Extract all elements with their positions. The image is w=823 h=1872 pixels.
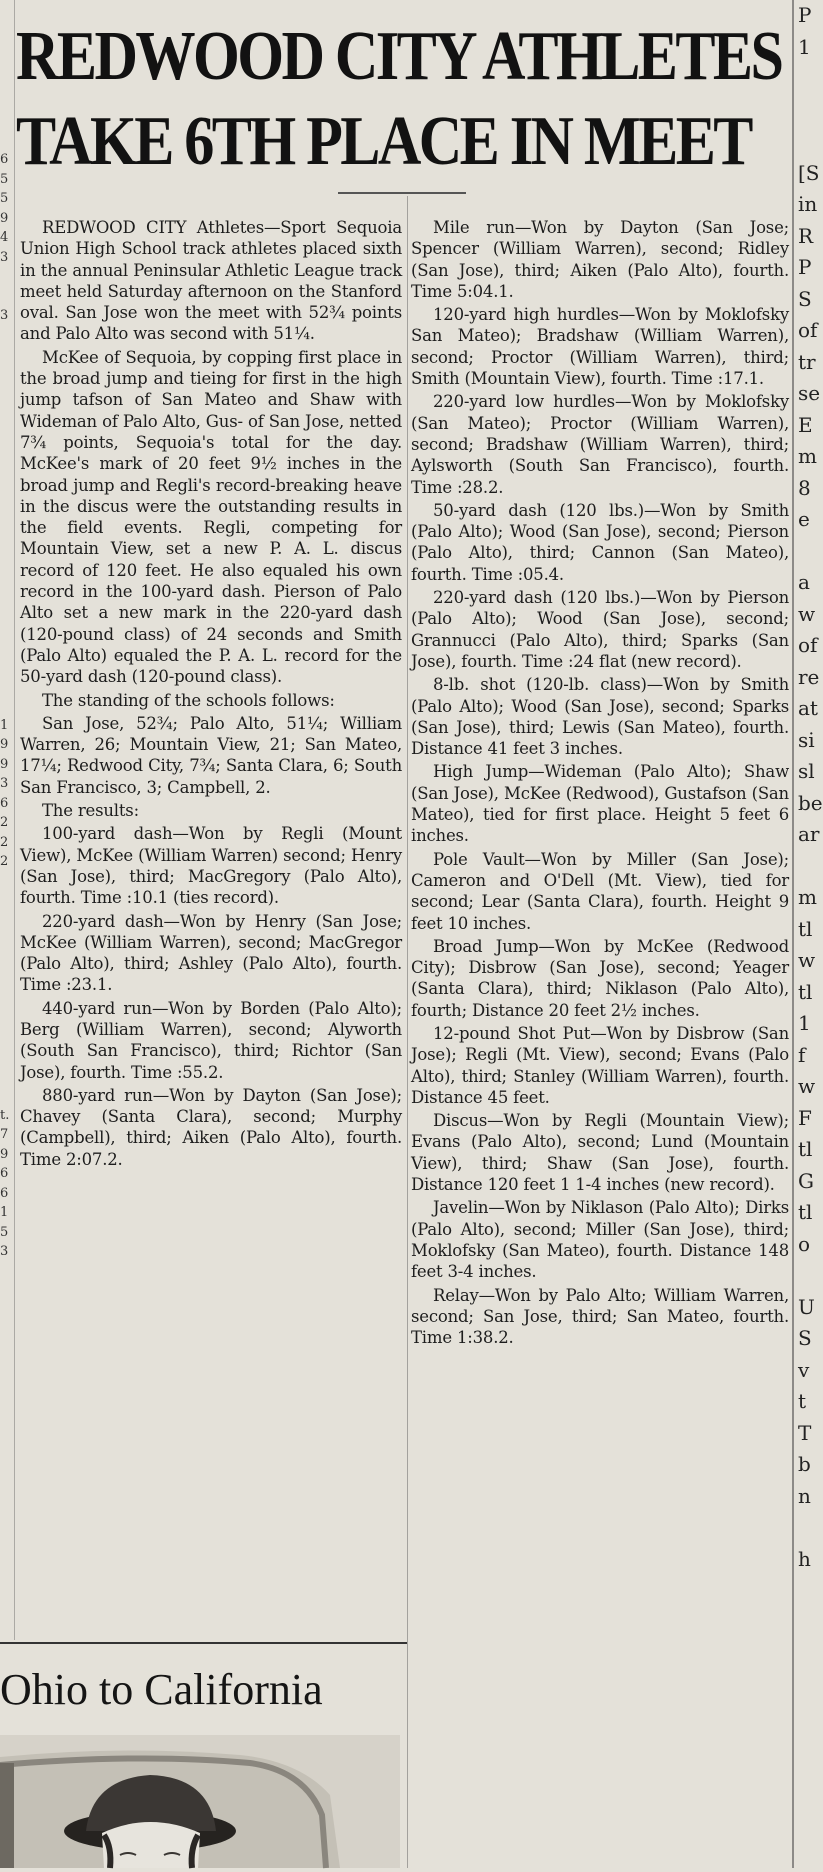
left-edge-fragment: 5 xyxy=(0,1224,9,1240)
right-edge-fragment: 8 xyxy=(798,475,811,500)
right-edge-fragment: of xyxy=(798,318,818,342)
right-edge-fragment: in xyxy=(798,192,818,216)
right-edge-fragment: S xyxy=(798,286,812,311)
right-edge-fragment: E xyxy=(798,412,813,437)
left-edge-fragment xyxy=(0,560,14,580)
left-edge-fragment: 6 xyxy=(0,152,9,167)
result-paragraph: 880-yard run—Won by Dayton (San Jose); Chavey (Santa Clara), second; Murphy (Campbell), third; Aiken (Palo Alto), fourth. Time 2:07.2. xyxy=(20,1085,402,1169)
right-edge-fragment: G xyxy=(798,1168,814,1193)
right-edge-fragment: tl xyxy=(798,916,813,941)
article-paragraph: The results: xyxy=(42,801,139,821)
left-edge-fragment: 1 xyxy=(0,1205,9,1220)
left-edge-fragment xyxy=(0,599,14,619)
right-edge-fragment: w xyxy=(798,1074,816,1098)
left-edge-fragment xyxy=(0,638,14,658)
article-paragraph: San Jose, 52¾; Palo Alto, 51¼; William Warren, 26; Mountain View, 21; San Mateo, 17¼; Redwood City, 7¾; Santa Clara, 6; South San Francisco, 3; Campbell, 2. xyxy=(20,713,402,797)
woman-portrait-photo-icon xyxy=(0,1735,400,1868)
left-edge-fragment: 6 xyxy=(0,1185,9,1201)
result-paragraph: Mile run—Won by Dayton (San Jose; Spencer (William Warren), second; Ridley (San Jose), third; Aiken (Palo Alto), fourth. Time 5:04.1. xyxy=(411,218,789,301)
right-edge-fragment: 1 xyxy=(798,1011,811,1035)
right-edge-fragment: [S xyxy=(798,160,820,185)
right-edge-fragment: be xyxy=(798,790,823,815)
left-edge-fragment xyxy=(0,521,14,541)
article-paragraph: REDWOOD CITY Athletes—Sport Sequoia Union High School track athletes placed sixth in the annual Peninsular Athletic League track meet held Saturday afternoon on the Stanford oval. San Jose won the meet with 52¾ points and Palo Alto was second with 51¼. xyxy=(20,218,402,344)
result-paragraph: 220-yard dash (120 lbs.)—Won by Pierson (Palo Alto); Wood (San Jose), second; Grannucci (Palo Alto), third; Sparks (San Jose), fourth. Time :24 flat (new record). xyxy=(411,588,789,671)
right-edge-fragment: v xyxy=(798,1357,810,1382)
right-edge-fragment: sl xyxy=(798,759,815,783)
left-edge-fragment: 6 xyxy=(0,1166,9,1181)
result-paragraph: 12-pound Shot Put—Won by Disbrow (San Jose); Regli (Mt. View), second; Evans (Palo Alto), third; Stanley (William Warren), fourth. Distance 45 feet. xyxy=(411,1023,789,1107)
right-edge-fragment: at xyxy=(798,696,818,720)
left-edge-fragment xyxy=(0,579,14,599)
left-edge-fragment: 2 xyxy=(0,834,9,850)
right-edge-fragment: re xyxy=(798,664,820,689)
left-edge-fragment xyxy=(0,1086,14,1106)
left-edge-fragment: 4 xyxy=(0,230,9,245)
left-edge-fragment xyxy=(0,482,14,502)
left-edge-fragment: 1 xyxy=(0,717,9,733)
left-edge-fragment: 3 xyxy=(0,1244,9,1259)
result-paragraph: Broad Jump—Won by McKee (Redwood City); Disbrow (San Jose), second; Yeager (Santa Clara), third; Niklason (Palo Alto), fourth; Distance 20 feet 2½ inches. xyxy=(411,936,789,1020)
right-edge-fragment: w xyxy=(798,948,816,972)
left-edge-fragment: 9 xyxy=(0,1146,9,1162)
right-edge-fragment: m xyxy=(798,885,817,909)
right-edge-fragment: t xyxy=(798,1389,807,1413)
left-edge-fragment: 9 xyxy=(0,737,9,752)
right-edge-fragment: of xyxy=(798,633,818,657)
left-edge-fragment: 6 xyxy=(0,795,9,811)
right-edge-fragment: tl xyxy=(798,1200,813,1224)
left-edge-fragment xyxy=(0,1008,14,1028)
right-edge-fragment: h xyxy=(798,1546,811,1571)
left-edge-fragment xyxy=(0,677,14,697)
right-edge-fragment xyxy=(798,95,819,127)
left-edge-fragment xyxy=(0,384,14,404)
left-edge-fragment xyxy=(0,365,14,385)
result-paragraph: 120-yard high hurdles—Won by Moklofsky San Mateo); Bradshaw (William Warren), second; Proctor (William Warren), third; Smith (Mountain View), fourth. Time :17.1. xyxy=(411,305,789,389)
left-edge-fragment xyxy=(0,618,14,638)
right-edge-fragment: b xyxy=(798,1452,811,1476)
headline-divider xyxy=(338,192,466,194)
column-rule-right xyxy=(792,0,794,1868)
left-edge-fragment: 5 xyxy=(0,171,9,187)
left-edge-fragment xyxy=(0,911,14,931)
right-edge-fragment: tr xyxy=(798,349,816,374)
left-edge-fragment xyxy=(0,930,14,950)
result-paragraph: Discus—Won by Regli (Mountain View); Evans (Palo Alto), second; Lund (Mountain View), third; Shaw (San Jose), fourth. Distance 120 feet 1 1-4 inches (new record). xyxy=(411,1111,789,1195)
article-column-right xyxy=(411,217,789,1348)
headline-line-1: REDWOOD CITY ATHLETES xyxy=(16,18,782,95)
left-edge-fragment xyxy=(0,345,14,365)
result-paragraph: 50-yard dash (120 lbs.)—Won by Smith (Palo Alto); Wood (San Jose), second; Pierson (Palo Alto), third; Cannon (San Mateo), fourth. Time :05.4. xyxy=(411,500,789,584)
right-edge-fragment xyxy=(798,63,819,95)
left-edge-fragment xyxy=(0,1067,14,1087)
left-edge-fragment: 9 xyxy=(0,210,9,226)
left-edge-fragment: 5 xyxy=(0,191,9,206)
headline-line-2: TAKE 6TH PLACE IN MEET xyxy=(16,103,751,180)
left-edge-fragment xyxy=(0,872,14,892)
left-edge-fragment xyxy=(0,540,14,560)
right-edge-fragment: S xyxy=(798,1326,812,1350)
right-edge-fragment: a xyxy=(798,570,810,594)
photo-image xyxy=(0,1735,400,1868)
right-edge-fragment: w xyxy=(798,601,816,626)
left-edge-fragment: 3 xyxy=(0,249,9,265)
left-edge-fragment xyxy=(0,404,14,424)
right-edge-fragment xyxy=(798,126,819,158)
article-headline xyxy=(16,14,782,184)
left-edge-fragment xyxy=(0,891,14,911)
left-edge-fragment xyxy=(0,696,14,716)
left-edge-fragment xyxy=(0,969,14,989)
right-edge-fragments xyxy=(798,0,823,1575)
column-rule-left xyxy=(14,0,15,1640)
right-edge-fragment: R xyxy=(798,223,814,248)
result-paragraph: 220-yard dash—Won by Henry (San Jose; McKee (William Warren), second; MacGregor (Palo Alto), third; Ashley (Palo Alto), fourth. Time :23.1. xyxy=(20,911,402,995)
right-edge-fragment xyxy=(798,851,819,883)
right-edge-fragment: se xyxy=(798,381,821,405)
left-edge-fragment: 9 xyxy=(0,756,9,772)
right-edge-fragment: T xyxy=(798,1420,812,1445)
article-paragraph: The standing of the schools follows: xyxy=(42,690,335,710)
right-edge-fragment: o xyxy=(798,1231,811,1256)
left-edge-fragment xyxy=(0,989,14,1009)
right-edge-fragment: m xyxy=(798,444,817,468)
right-edge-fragment: n xyxy=(798,1483,811,1508)
right-edge-fragment: P xyxy=(798,3,812,27)
left-edge-fragment xyxy=(0,326,14,346)
result-paragraph: Relay—Won by Palo Alto; William Warren, second; San Jose, third; San Mateo, fourth. Time 1:38.2. xyxy=(411,1285,789,1348)
right-edge-fragment: tl xyxy=(798,979,813,1004)
right-edge-fragment: F xyxy=(798,1105,812,1130)
right-edge-fragment xyxy=(798,536,819,568)
left-edge-fragment: 7 xyxy=(0,1127,9,1142)
left-edge-fragment xyxy=(0,1047,14,1067)
result-paragraph: 8-lb. shot (120-lb. class)—Won by Smith (Palo Alto); Wood (San Jose), second; Sparks (San Jose), third; Lewis (San Mateo), fourth. Distance 41 feet 3 inches. xyxy=(411,675,789,759)
right-edge-fragment: 1 xyxy=(798,34,811,59)
result-paragraph: 220-yard low hurdles—Won by Moklofsky (San Mateo); Proctor (William Warren), second; Bradshaw (William Warren), third; Aylsworth (South San Francisco), fourth. Time :28.2. xyxy=(411,392,789,497)
left-edge-fragment: 3 xyxy=(0,308,9,323)
left-edge-fragment xyxy=(0,423,14,443)
column-rule-middle xyxy=(407,196,408,1868)
next-article-headline: Ohio to California xyxy=(0,1665,323,1714)
left-edge-fragment xyxy=(0,287,14,307)
right-edge-fragment: e xyxy=(798,507,810,531)
article-column-left xyxy=(20,217,402,1170)
left-edge-fragment: t. xyxy=(0,1107,10,1123)
article-paragraph: McKee of Sequoia, by copping first place in the broad jump and tieing for first in the high jump tafson of San Mateo and Shaw with Wideman of Palo Alto, Gus- of San Jose, netted 7¾ points, Sequoia's total for the day. McKee's mark of 20 feet 9½ inches in the broad jump and Regli's record-breaking heave in the discus were the outstanding results in the field events. Regli, competing for Mountain View, set a new P. A. L. discus record of 120 feet. He also equaled his own record in the 100-yard dash. Pierson of Palo Alto set a new mark in the 220-yard dash (120-pound class) of 24 seconds and Smith (Palo Alto) equaled the P. A. L. record for the 50-yard dash (120-pound class). xyxy=(20,347,402,687)
result-paragraph: 100-yard dash—Won by Regli (Mount View), McKee (William Warren) second; Henry (San Jose), third; MacGregory (Palo Alto), fourth. Time :10.1 (ties record). xyxy=(20,824,402,908)
result-paragraph: 440-yard run—Won by Borden (Palo Alto); Berg (William Warren), second; Alyworth (South San Francisco), third; Richtor (San Jose), fourth. Time :55.2. xyxy=(20,998,402,1082)
left-edge-fragment xyxy=(0,950,14,970)
right-edge-fragment xyxy=(798,1512,819,1544)
left-edge-fragment xyxy=(0,443,14,463)
right-edge-fragment: si xyxy=(798,727,815,752)
left-edge-fragment: 3 xyxy=(0,776,9,791)
right-edge-fragment: f xyxy=(798,1042,806,1067)
left-edge-fragment xyxy=(0,462,14,482)
left-edge-fragment: 2 xyxy=(0,815,9,830)
left-edge-fragment xyxy=(0,1028,14,1048)
left-edge-fragment xyxy=(0,657,14,677)
result-paragraph: High Jump—Wideman (Palo Alto); Shaw (San Jose), McKee (Redwood), Gustafson (San Mateo), tied for first place. Height 5 feet 6 inches. xyxy=(411,762,789,846)
left-edge-fragment: 2 xyxy=(0,854,9,869)
section-divider xyxy=(0,1642,407,1644)
right-edge-fragment: P xyxy=(798,255,812,279)
right-edge-fragment: ar xyxy=(798,822,820,846)
result-paragraph: Javelin—Won by Niklason (Palo Alto); Dirks (Palo Alto), second; Miller (San Jose), third; Moklofsky (San Mateo), fourth. Distance 148 feet 3-4 inches. xyxy=(411,1198,789,1282)
result-paragraph: Pole Vault—Won by Miller (San Jose); Cameron and O'Dell (Mt. View), tied for second; Lear (Santa Clara), fourth. Height 9 feet 10 inches. xyxy=(411,849,789,933)
left-edge-fragment xyxy=(0,267,14,287)
left-edge-fragments xyxy=(0,150,14,1262)
right-edge-fragment xyxy=(798,1260,819,1292)
right-edge-fragment: U xyxy=(798,1294,815,1319)
right-edge-fragment: tl xyxy=(798,1137,813,1161)
left-edge-fragment xyxy=(0,501,14,521)
